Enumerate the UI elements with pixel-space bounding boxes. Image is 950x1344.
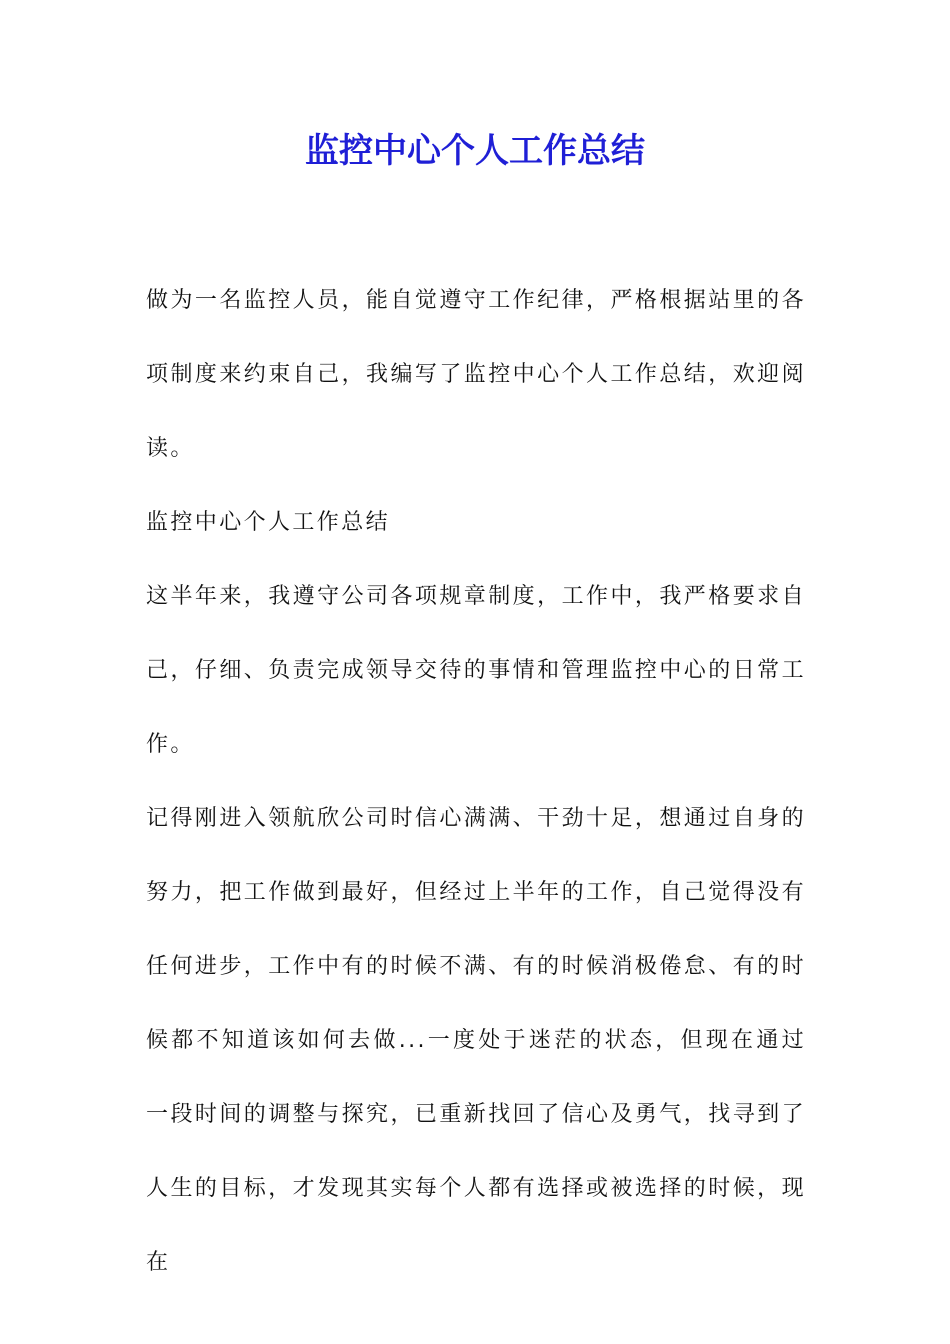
paragraph-reflection: 记得刚进入领航欣公司时信心满满、干劲十足，想通过自身的努力，把工作做到最好，但经过上半年的工作，自己觉得没有任何进步，工作中有的时候不满、有的时候消极倦怠、有的时候都不知道该如何去做...一度处于迷茫的状态，但现在通过一段时间的调整与探究，已重新找回了信心及勇气，找寻到了人生的目标，才发现其实每个人都有选择或被选择的时候，现在 <box>146 806 806 1275</box>
paragraph-intro: 做为一名监控人员，能自觉遵守工作纪律，严格根据站里的各项制度来约束自己，我编写了监控中心个人工作总结，欢迎阅读。 <box>146 288 806 461</box>
paragraph-work-summary: 这半年来，我遵守公司各项规章制度，工作中，我严格要求自己，仔细、负责完成领导交待的事情和管理监控中心的日常工作。 <box>146 584 806 757</box>
paragraph-subtitle: 监控中心个人工作总结 <box>146 510 391 535</box>
document-title: 监控中心个人工作总结 <box>305 131 645 171</box>
document-body <box>146 264 806 1300</box>
